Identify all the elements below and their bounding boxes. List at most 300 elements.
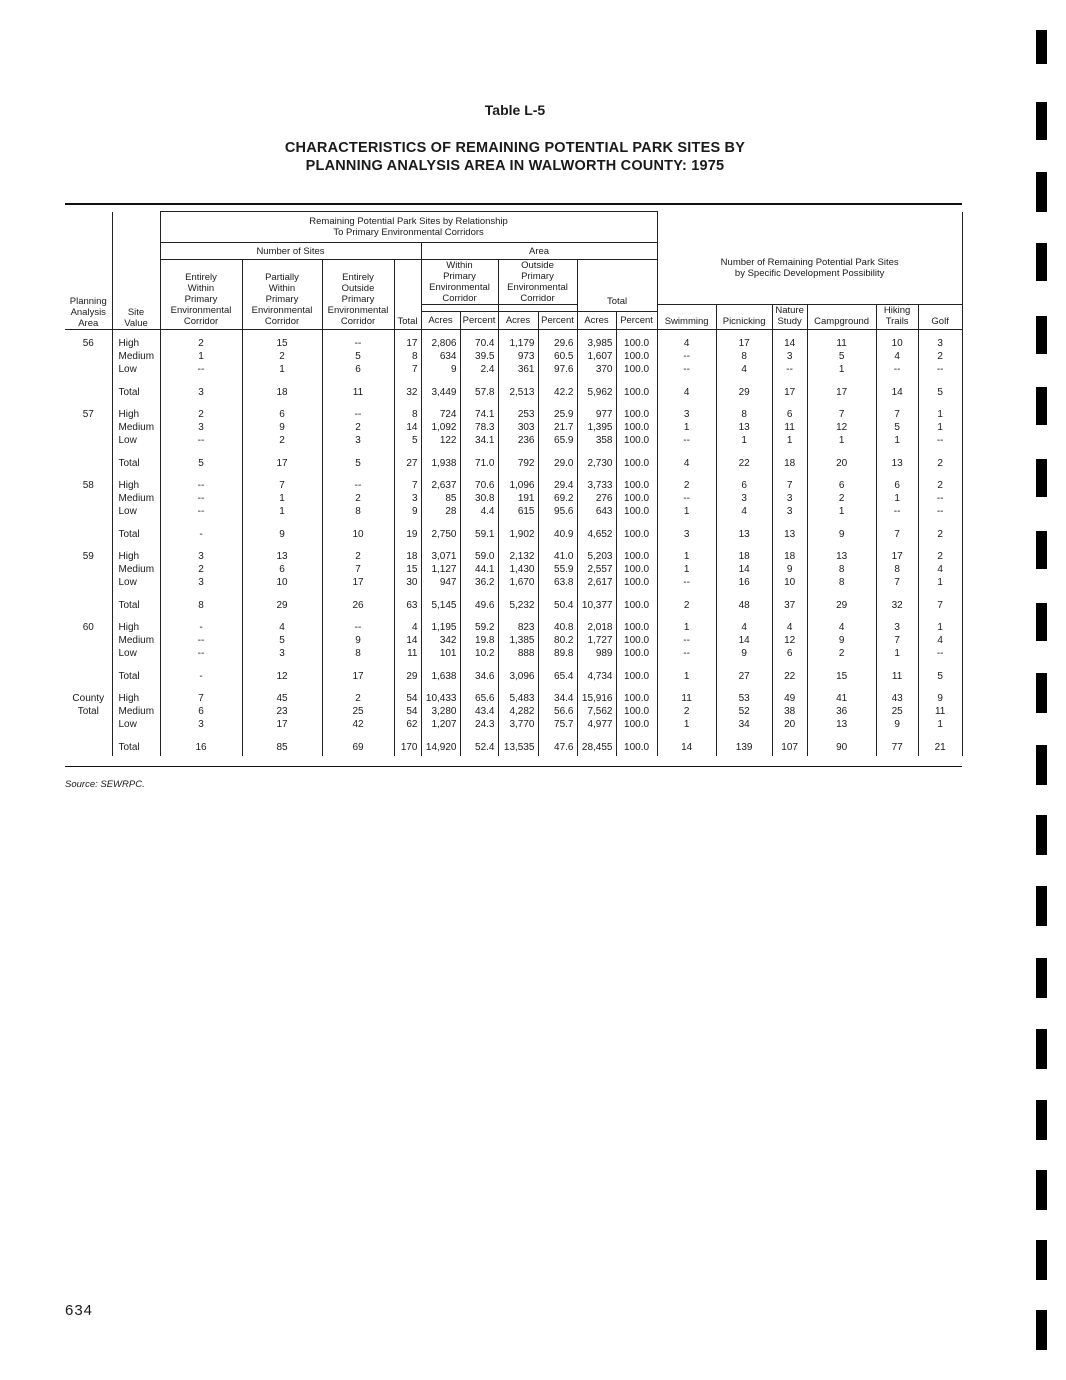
table-row bbox=[65, 363, 962, 383]
data-cell: 4 bbox=[716, 363, 772, 383]
data-cell: 1 bbox=[657, 505, 716, 525]
data-cell: 14 bbox=[394, 421, 421, 434]
data-cell: 18 bbox=[394, 543, 421, 563]
data-cell: 65.9 bbox=[538, 434, 577, 454]
binding-mark bbox=[1036, 102, 1047, 140]
site-value-cell: Total bbox=[112, 667, 160, 685]
title-line-2: PLANNING ANALYSIS AREA IN WALWORTH COUNTY: 1975 bbox=[305, 158, 725, 174]
data-cell: 25 bbox=[322, 705, 394, 718]
area-group bbox=[65, 330, 962, 402]
data-cell: 55.9 bbox=[538, 563, 577, 576]
data-cell: 100.0 bbox=[616, 596, 657, 614]
data-cell: 2 bbox=[242, 350, 322, 363]
data-cell: 1,096 bbox=[498, 472, 538, 492]
data-cell: 100.0 bbox=[616, 614, 657, 634]
table-title bbox=[0, 139, 1030, 175]
site-value-cell: Low bbox=[112, 576, 160, 596]
binding-mark bbox=[1036, 603, 1047, 641]
header-partially-within: Partially Within Primary Environmental Corridor bbox=[242, 260, 322, 330]
data-cell: 6 bbox=[807, 472, 876, 492]
data-cell: 29.4 bbox=[538, 472, 577, 492]
data-cell: 4 bbox=[394, 614, 421, 634]
table-row bbox=[65, 330, 962, 351]
data-cell: 724 bbox=[421, 401, 460, 421]
data-cell: 1 bbox=[918, 401, 962, 421]
binding-mark bbox=[1036, 673, 1047, 713]
data-cell: 18 bbox=[716, 543, 772, 563]
data-cell: 17 bbox=[772, 383, 807, 401]
data-cell: 14 bbox=[876, 383, 918, 401]
data-cell: 4 bbox=[918, 634, 962, 647]
data-cell: 4 bbox=[716, 505, 772, 525]
data-cell: 1 bbox=[657, 718, 716, 738]
data-cell: 9 bbox=[322, 634, 394, 647]
site-value-cell: Total bbox=[112, 383, 160, 401]
data-cell: 9 bbox=[918, 685, 962, 705]
binding-mark bbox=[1036, 459, 1047, 497]
data-cell: 7 bbox=[242, 472, 322, 492]
data-cell: 60.5 bbox=[538, 350, 577, 363]
data-cell: 71.0 bbox=[460, 454, 498, 472]
data-cell: 9 bbox=[807, 634, 876, 647]
header-site-value: Site Value bbox=[112, 212, 160, 330]
data-cell: 643 bbox=[577, 505, 616, 525]
site-value-cell: Total bbox=[112, 454, 160, 472]
data-cell: 7 bbox=[876, 525, 918, 543]
data-cell: 8 bbox=[716, 350, 772, 363]
data-cell: 6 bbox=[772, 401, 807, 421]
table-row bbox=[65, 472, 962, 492]
data-cell: 276 bbox=[577, 492, 616, 505]
data-cell: 9 bbox=[394, 505, 421, 525]
data-cell: 56.6 bbox=[538, 705, 577, 718]
data-cell: 2 bbox=[918, 525, 962, 543]
data-cell: 10,377 bbox=[577, 596, 616, 614]
data-cell: - bbox=[160, 525, 242, 543]
data-cell: 1 bbox=[807, 505, 876, 525]
data-cell: 29 bbox=[807, 596, 876, 614]
site-value-cell: High bbox=[112, 614, 160, 634]
data-cell: 6 bbox=[716, 472, 772, 492]
data-cell: 23 bbox=[242, 705, 322, 718]
data-cell: 361 bbox=[498, 363, 538, 383]
binding-mark bbox=[1036, 745, 1047, 785]
table-container bbox=[65, 211, 962, 756]
data-cell: 29.0 bbox=[538, 454, 577, 472]
data-cell: 3,096 bbox=[498, 667, 538, 685]
binding-mark bbox=[1036, 1100, 1047, 1140]
data-cell: 16 bbox=[160, 738, 242, 756]
data-cell: 69 bbox=[322, 738, 394, 756]
total-row bbox=[65, 383, 962, 401]
data-cell: 42 bbox=[322, 718, 394, 738]
data-cell: 1 bbox=[242, 505, 322, 525]
binding-mark bbox=[1036, 316, 1047, 354]
table-row bbox=[65, 401, 962, 421]
data-cell: 2 bbox=[918, 350, 962, 363]
data-cell: -- bbox=[322, 472, 394, 492]
data-cell: 1,207 bbox=[421, 718, 460, 738]
data-cell: 100.0 bbox=[616, 647, 657, 667]
data-cell: 2 bbox=[657, 596, 716, 614]
data-cell: 8 bbox=[807, 563, 876, 576]
data-cell: 12 bbox=[807, 421, 876, 434]
data-cell: 75.7 bbox=[538, 718, 577, 738]
data-cell: 3 bbox=[657, 401, 716, 421]
data-cell: 1,727 bbox=[577, 634, 616, 647]
data-cell: 11 bbox=[918, 705, 962, 718]
header-within-acres: Acres bbox=[421, 312, 460, 330]
binding-mark bbox=[1036, 1240, 1047, 1280]
data-cell: -- bbox=[160, 434, 242, 454]
park-sites-table bbox=[65, 211, 963, 756]
data-cell: 3,770 bbox=[498, 718, 538, 738]
planning-area-cell: 59 bbox=[65, 543, 112, 614]
data-cell: 823 bbox=[498, 614, 538, 634]
binding-mark bbox=[1036, 1170, 1047, 1210]
data-cell: 5 bbox=[394, 434, 421, 454]
data-cell: 8 bbox=[394, 350, 421, 363]
bottom-rule bbox=[65, 766, 962, 767]
header-outside-percent: Percent bbox=[538, 312, 577, 330]
data-cell: 17 bbox=[807, 383, 876, 401]
area-group bbox=[65, 543, 962, 614]
site-value-cell: Total bbox=[112, 596, 160, 614]
area-group bbox=[65, 472, 962, 543]
data-cell: 19.8 bbox=[460, 634, 498, 647]
site-value-cell: Medium bbox=[112, 705, 160, 718]
data-cell: -- bbox=[772, 363, 807, 383]
data-cell: 100.0 bbox=[616, 434, 657, 454]
data-cell: 5 bbox=[807, 350, 876, 363]
data-cell: -- bbox=[160, 647, 242, 667]
data-cell: 25.9 bbox=[538, 401, 577, 421]
data-cell: 63 bbox=[394, 596, 421, 614]
binding-mark bbox=[1036, 387, 1047, 425]
data-cell: 14 bbox=[394, 634, 421, 647]
header-campground: Campground bbox=[807, 305, 876, 330]
data-cell: 5 bbox=[242, 634, 322, 647]
data-cell: 122 bbox=[421, 434, 460, 454]
data-cell: 1,430 bbox=[498, 563, 538, 576]
data-cell: 101 bbox=[421, 647, 460, 667]
header-picnicking: Picnicking bbox=[716, 305, 772, 330]
data-cell: 4 bbox=[657, 330, 716, 351]
total-row bbox=[65, 667, 962, 685]
data-cell: - bbox=[160, 667, 242, 685]
table-row bbox=[65, 563, 962, 576]
data-cell: 3 bbox=[242, 647, 322, 667]
table-row bbox=[65, 576, 962, 596]
total-row bbox=[65, 596, 962, 614]
data-cell: 1,670 bbox=[498, 576, 538, 596]
data-cell: 1 bbox=[716, 434, 772, 454]
data-cell: -- bbox=[160, 634, 242, 647]
data-cell: 253 bbox=[498, 401, 538, 421]
data-cell: 3 bbox=[657, 525, 716, 543]
data-cell: 9 bbox=[876, 718, 918, 738]
site-value-cell: High bbox=[112, 401, 160, 421]
data-cell: 70.6 bbox=[460, 472, 498, 492]
data-cell: 973 bbox=[498, 350, 538, 363]
data-cell: 1 bbox=[242, 363, 322, 383]
data-cell: 29.6 bbox=[538, 330, 577, 351]
data-cell: 34.6 bbox=[460, 667, 498, 685]
data-cell: 28,455 bbox=[577, 738, 616, 756]
data-cell: 1 bbox=[918, 614, 962, 634]
data-cell: 100.0 bbox=[616, 667, 657, 685]
data-cell: 22 bbox=[772, 667, 807, 685]
data-cell: 5,483 bbox=[498, 685, 538, 705]
table-row bbox=[65, 634, 962, 647]
data-cell: 977 bbox=[577, 401, 616, 421]
data-cell: 4,282 bbox=[498, 705, 538, 718]
data-cell: 100.0 bbox=[616, 543, 657, 563]
data-cell: 4 bbox=[876, 350, 918, 363]
data-cell: 17 bbox=[394, 330, 421, 351]
total-row bbox=[65, 454, 962, 472]
header-outside-acres: Acres bbox=[498, 312, 538, 330]
data-cell: 139 bbox=[716, 738, 772, 756]
data-cell: 2 bbox=[657, 472, 716, 492]
data-cell: -- bbox=[918, 363, 962, 383]
data-cell: 1,127 bbox=[421, 563, 460, 576]
data-cell: 100.0 bbox=[616, 383, 657, 401]
table-label: Table L-5 bbox=[484, 102, 546, 118]
planning-area-cell: 60 bbox=[65, 614, 112, 685]
binding-mark bbox=[1036, 243, 1047, 281]
data-cell: 47.6 bbox=[538, 738, 577, 756]
data-cell: 5 bbox=[918, 383, 962, 401]
data-cell: 2 bbox=[160, 330, 242, 351]
data-cell: 7 bbox=[394, 472, 421, 492]
site-value-cell: Low bbox=[112, 647, 160, 667]
data-cell: 2 bbox=[322, 543, 394, 563]
data-cell: 3 bbox=[772, 350, 807, 363]
header-planning-area: Planning Analysis Area bbox=[65, 212, 112, 330]
data-cell: 32 bbox=[876, 596, 918, 614]
data-cell: 40.9 bbox=[538, 525, 577, 543]
data-cell: -- bbox=[657, 363, 716, 383]
data-cell: 14 bbox=[657, 738, 716, 756]
data-cell: 90 bbox=[807, 738, 876, 756]
data-cell: 1,938 bbox=[421, 454, 460, 472]
data-cell: 1 bbox=[657, 421, 716, 434]
data-cell: 59.1 bbox=[460, 525, 498, 543]
data-cell: 2 bbox=[322, 492, 394, 505]
data-cell: 9 bbox=[772, 563, 807, 576]
data-cell: 2,557 bbox=[577, 563, 616, 576]
data-cell: 13 bbox=[242, 543, 322, 563]
data-cell: 29 bbox=[242, 596, 322, 614]
data-cell: 13 bbox=[716, 421, 772, 434]
data-cell: 3,733 bbox=[577, 472, 616, 492]
data-cell: 17 bbox=[242, 454, 322, 472]
data-cell: 634 bbox=[421, 350, 460, 363]
data-cell: 11 bbox=[876, 667, 918, 685]
data-cell: 10 bbox=[876, 330, 918, 351]
data-cell: 236 bbox=[498, 434, 538, 454]
data-cell: 1 bbox=[657, 563, 716, 576]
data-cell: 1,638 bbox=[421, 667, 460, 685]
table-row bbox=[65, 543, 962, 563]
data-cell: 27 bbox=[394, 454, 421, 472]
table-row bbox=[65, 647, 962, 667]
data-cell: 7,562 bbox=[577, 705, 616, 718]
header-within-pec: Within Primary Environmental Corridor bbox=[421, 260, 498, 305]
data-cell: 1 bbox=[876, 647, 918, 667]
data-cell: 11 bbox=[807, 330, 876, 351]
area-group bbox=[65, 401, 962, 472]
data-cell: 54 bbox=[394, 705, 421, 718]
data-cell: 13 bbox=[876, 454, 918, 472]
header-outside-spacer bbox=[498, 305, 577, 312]
data-cell: 8 bbox=[322, 505, 394, 525]
header-golf: Golf bbox=[918, 305, 962, 330]
data-cell: 13 bbox=[716, 525, 772, 543]
data-cell: 4 bbox=[657, 454, 716, 472]
data-cell: 80.2 bbox=[538, 634, 577, 647]
data-cell: 1 bbox=[876, 492, 918, 505]
data-cell: 2,018 bbox=[577, 614, 616, 634]
data-cell: 2,617 bbox=[577, 576, 616, 596]
data-cell: 11 bbox=[394, 647, 421, 667]
data-cell: 13,535 bbox=[498, 738, 538, 756]
data-cell: 15 bbox=[242, 330, 322, 351]
data-cell: 100.0 bbox=[616, 685, 657, 705]
data-cell: 1 bbox=[918, 576, 962, 596]
header-nature-study: Nature Study bbox=[772, 305, 807, 330]
data-cell: 8 bbox=[807, 576, 876, 596]
data-cell: 8 bbox=[394, 401, 421, 421]
data-cell: 30.8 bbox=[460, 492, 498, 505]
data-cell: 10.2 bbox=[460, 647, 498, 667]
data-cell: 342 bbox=[421, 634, 460, 647]
data-cell: 3 bbox=[716, 492, 772, 505]
header-sites-total: Total bbox=[394, 260, 421, 330]
table-row bbox=[65, 685, 962, 705]
data-cell: 170 bbox=[394, 738, 421, 756]
data-cell: 2 bbox=[657, 705, 716, 718]
data-cell: 1 bbox=[657, 614, 716, 634]
data-cell: 41.0 bbox=[538, 543, 577, 563]
data-cell: 22 bbox=[716, 454, 772, 472]
data-cell: 74.1 bbox=[460, 401, 498, 421]
data-cell: 10,433 bbox=[421, 685, 460, 705]
data-cell: 4 bbox=[716, 614, 772, 634]
title-line-1: CHARACTERISTICS OF REMAINING POTENTIAL PARK SITES BY bbox=[284, 140, 746, 156]
data-cell: 1 bbox=[876, 434, 918, 454]
data-cell: 2 bbox=[807, 492, 876, 505]
data-cell: 4 bbox=[918, 563, 962, 576]
header-area-total: Total bbox=[577, 260, 657, 312]
data-cell: 8 bbox=[160, 596, 242, 614]
data-cell: 4.4 bbox=[460, 505, 498, 525]
site-value-cell: Low bbox=[112, 505, 160, 525]
header-relationship: Remaining Potential Park Sites by Relationship To Primary Environmental Corridors bbox=[160, 212, 657, 243]
header-total-acres: Acres bbox=[577, 312, 616, 330]
data-cell: 52 bbox=[716, 705, 772, 718]
data-cell: 17 bbox=[322, 576, 394, 596]
data-cell: 888 bbox=[498, 647, 538, 667]
header-outside-pec: Outside Primary Environmental Corridor bbox=[498, 260, 577, 305]
data-cell: 14 bbox=[716, 563, 772, 576]
data-cell: 6 bbox=[242, 563, 322, 576]
data-cell: 100.0 bbox=[616, 492, 657, 505]
header-number-of-sites: Number of Sites bbox=[160, 243, 421, 260]
data-cell: -- bbox=[160, 363, 242, 383]
data-cell: 59.2 bbox=[460, 614, 498, 634]
data-cell: 2 bbox=[918, 543, 962, 563]
data-cell: 4 bbox=[657, 383, 716, 401]
data-cell: 4 bbox=[772, 614, 807, 634]
data-cell: 49 bbox=[772, 685, 807, 705]
data-cell: 5,962 bbox=[577, 383, 616, 401]
data-cell: 100.0 bbox=[616, 705, 657, 718]
data-cell: 5,145 bbox=[421, 596, 460, 614]
data-cell: 2 bbox=[918, 454, 962, 472]
data-cell: 4,977 bbox=[577, 718, 616, 738]
header-area: Area bbox=[421, 243, 657, 260]
header-development: Number of Remaining Potential Park Sites by Specific Development Possibility bbox=[657, 212, 962, 305]
data-cell: 7 bbox=[807, 401, 876, 421]
data-cell: 62 bbox=[394, 718, 421, 738]
site-value-cell: High bbox=[112, 472, 160, 492]
data-cell: 3 bbox=[160, 421, 242, 434]
data-cell: 3 bbox=[772, 492, 807, 505]
top-rule bbox=[65, 203, 962, 205]
header-entirely-within: Entirely Within Primary Environmental Corridor bbox=[160, 260, 242, 330]
data-cell: 9 bbox=[716, 647, 772, 667]
data-cell: 2 bbox=[242, 434, 322, 454]
data-cell: 44.1 bbox=[460, 563, 498, 576]
data-cell: 18 bbox=[772, 454, 807, 472]
site-value-cell: Low bbox=[112, 363, 160, 383]
data-cell: 4,734 bbox=[577, 667, 616, 685]
area-group bbox=[65, 614, 962, 685]
data-cell: 95.6 bbox=[538, 505, 577, 525]
data-cell: 25 bbox=[876, 705, 918, 718]
data-cell: 12 bbox=[772, 634, 807, 647]
data-cell: 1,395 bbox=[577, 421, 616, 434]
data-cell: 34 bbox=[716, 718, 772, 738]
data-cell: 100.0 bbox=[616, 525, 657, 543]
data-cell: 9 bbox=[421, 363, 460, 383]
data-cell: 2,730 bbox=[577, 454, 616, 472]
data-cell: 1,607 bbox=[577, 350, 616, 363]
data-cell: 17 bbox=[242, 718, 322, 738]
data-cell: 100.0 bbox=[616, 421, 657, 434]
data-cell: 29 bbox=[716, 383, 772, 401]
data-cell: 3 bbox=[160, 576, 242, 596]
data-cell: 17 bbox=[322, 667, 394, 685]
data-cell: 3 bbox=[918, 330, 962, 351]
data-cell: 2 bbox=[807, 647, 876, 667]
total-row bbox=[65, 738, 962, 756]
data-cell: 9 bbox=[807, 525, 876, 543]
header-entirely-outside: Entirely Outside Primary Environmental Corridor bbox=[322, 260, 394, 330]
data-cell: 947 bbox=[421, 576, 460, 596]
data-cell: 989 bbox=[577, 647, 616, 667]
site-value-cell: Medium bbox=[112, 634, 160, 647]
table-row bbox=[65, 434, 962, 454]
data-cell: 39.5 bbox=[460, 350, 498, 363]
data-cell: 17 bbox=[876, 543, 918, 563]
data-cell: 85 bbox=[421, 492, 460, 505]
site-value-cell: High bbox=[112, 330, 160, 351]
data-cell: 13 bbox=[807, 543, 876, 563]
header-within-percent: Percent bbox=[460, 312, 498, 330]
